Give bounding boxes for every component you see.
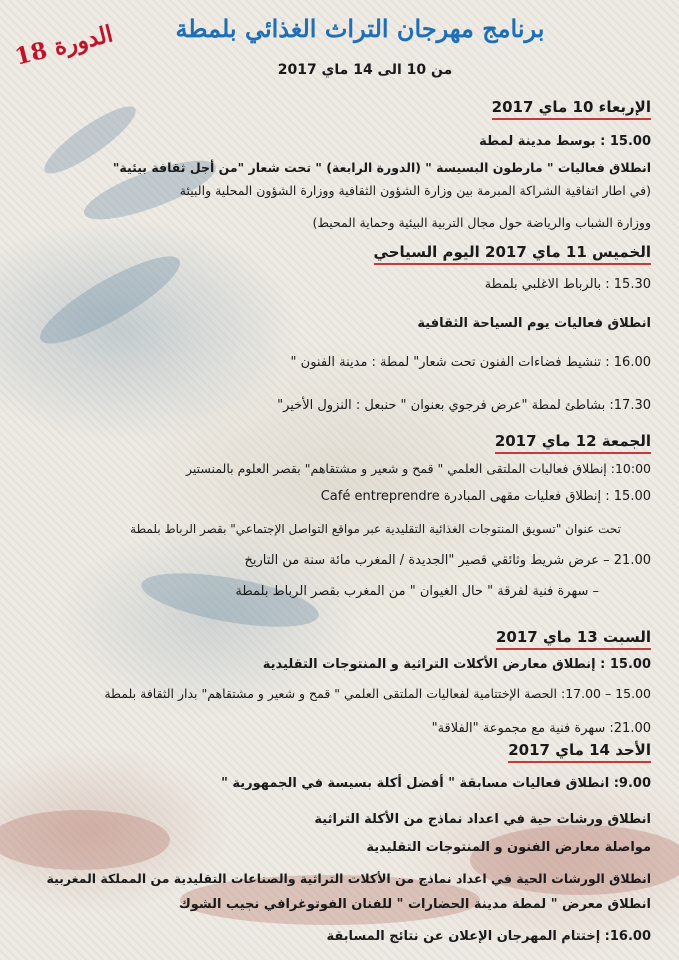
day-heading-saturday: السبت 13 ماي 2017 [496,628,651,650]
thu-line-4: 17.30: بشاطئ لمطة "عرض فرجوي بعنوان " حنبعل : النزول الأخير" [277,398,651,413]
sun-line-1: 9.00: انطلاق فعاليات مسابقة " أفضل أكلة بسيسة في الجمهورية " [221,776,651,791]
day-heading-wednesday: الإربعاء 10 ماي 2017 [492,98,651,120]
sun-line-2: انطلاق ورشات حية في اعداد نماذج من الأكلة التراثية [314,812,651,827]
fri-line-1: 10:00: إنطلاق فعاليات الملتقى العلمي " قمح و شعير و مشتقاهم" بقصر العلوم بالمنستير [185,461,651,476]
page-title: برنامج مهرجان التراث الغذائي بلمطة [175,14,545,43]
wed-line-1: 15.00 : بوسط مدينة لمطة [479,134,651,149]
sun-line-4: انطلاق الورشات الحية في اعداد نماذج من الأكلات التراثية والصناعات التقليدية من المملكة المغربية [46,871,651,886]
wed-line-4: ووزارة الشباب والرياضة حول مجال التربية البيئية وحماية المحيط) [312,215,651,230]
fri-line-4: 21.00 – عرض شريط وثائقي قصير "الجديدة / المغرب مائة سنة من التاريخ [244,553,651,568]
festival-dates: من 10 الى 14 ماي 2017 [277,62,453,78]
fri-line-5: – سهرة فنية لفرقة " حال الغيوان " من المغرب بقصر الرباط بلمطة [235,584,599,599]
day-heading-sunday: الأحد 14 ماي 2017 [508,741,651,763]
sat-line-2: 15.00 – 17.00: الحصة الإختتامية لفعاليات الملتقى العلمي " قمح و شعير و مشتقاهم" بدار الثقافة بلمطة [104,686,651,701]
sun-line-6: 16.00: إختتام المهرجان الإعلان عن نتائج المسابقة [326,929,651,944]
day-heading-thursday: الخميس 11 ماي 2017 اليوم السياحي [374,243,651,265]
fri-line-2: 15.00 : إنطلاق فعليات مقهى المبادرة Café entreprendre [320,489,651,504]
session-badge: الدورة 18 [12,20,116,71]
sun-line-5: انطلاق معرض " لمطة مدينة الحضارات " للفنان الفوتوغرافي نجيب الشوك [178,897,651,912]
sat-line-3: 21.00: سهرة فنية مع مجموعة "الفلاقة" [431,721,651,736]
fri-line-3: تحت عنوان "تسويق المنتوجات الغذائية التقليدية عبر مواقع التواصل الإجتماعي" بقصر الرباط بلمطة [130,522,621,536]
thu-line-3: 16.00 : تنشيط فضاءات الفنون تحت شعار" لمطة : مدينة الفنون " [290,355,651,370]
thu-line-1: 15.30 : بالرباط الاغلبي بلمطة [484,277,651,292]
sat-line-1: 15.00 : إنطلاق معارض الأكلات التراثية و المنتوجات التقليدية [262,657,651,672]
wed-line-3: (في اطار اتفاقية الشراكة المبرمة بين وزارة الشؤون الثقافية ووزارة الشؤون المحلية والبيئة [179,183,651,198]
thu-line-2: انطلاق فعاليات يوم السياحة الثقافية [417,316,651,331]
sun-line-3: مواصلة معارض الفنون و المنتوجات التقليدية [366,840,651,855]
wed-line-2: انطلاق فعاليات " مارطون البسيسة " (الدورة الرابعة) " تحت شعار "من أجل ثقافة بيئية" [112,160,651,175]
day-heading-friday: الجمعة 12 ماي 2017 [495,432,651,454]
